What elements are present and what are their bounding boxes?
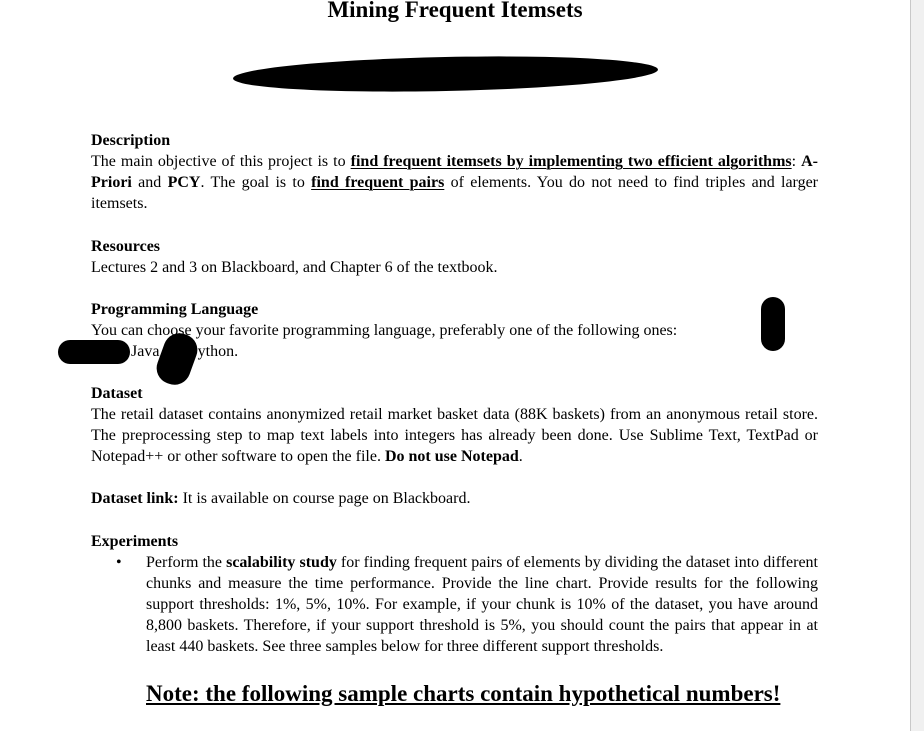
emphasis-run: find frequent pairs bbox=[311, 174, 445, 191]
experiments-list bbox=[91, 552, 818, 657]
text-run: The main objective of this project is to bbox=[91, 153, 351, 170]
resources-text: Lectures 2 and 3 on Blackboard, and Chapter 6 of the textbook. bbox=[91, 259, 498, 276]
programming-line-1: You can choose your favorite programming language, preferably one of the following ones: bbox=[91, 322, 678, 339]
dataset-heading: Dataset bbox=[91, 385, 143, 402]
warning-text: Do not use Notepad bbox=[384, 448, 519, 465]
text-run: Perform the bbox=[146, 554, 227, 571]
viewer-gutter bbox=[911, 0, 924, 731]
dataset-section bbox=[91, 383, 818, 467]
description-text bbox=[91, 151, 818, 214]
experiments-section bbox=[91, 531, 818, 657]
algorithm-name: PCY bbox=[167, 174, 201, 191]
programming-line-2: Java , or Python. bbox=[131, 343, 239, 360]
emphasis-run: find frequent itemsets by implementing two efficient algorithms bbox=[350, 153, 792, 170]
note-heading: Note: the following sample charts contain hypothetical numbers! bbox=[146, 681, 781, 706]
text-run: : bbox=[791, 153, 802, 170]
page-title: Mining Frequent Itemsets bbox=[327, 0, 583, 22]
programming-heading: Programming Language bbox=[91, 301, 259, 318]
redaction-mark bbox=[233, 53, 659, 96]
emphasis-run: scalability study bbox=[226, 554, 337, 571]
text-run: . bbox=[518, 448, 523, 465]
dataset-text bbox=[91, 404, 818, 467]
dataset-link-text: It is available on course page on Blackboard. bbox=[178, 490, 471, 507]
description-section bbox=[91, 130, 818, 214]
dataset-link-section bbox=[91, 488, 818, 509]
algorithm-name: A-Priori bbox=[91, 153, 818, 191]
description-heading: Description bbox=[91, 132, 171, 149]
list-item bbox=[116, 552, 818, 657]
text-run: of elements. You do not need to find triples and larger itemsets. bbox=[91, 174, 819, 212]
resources-heading: Resources bbox=[91, 238, 161, 255]
programming-section bbox=[91, 299, 818, 362]
resources-section bbox=[91, 236, 818, 278]
page-edge bbox=[910, 0, 911, 731]
text-run: for finding frequent pairs of elements by dividing the dataset into different chunks and measure the time performance. Provide the line chart. Provide results for the following support thresholds: 1%, 5%, 10%. For example, if your chunk is 10% of the dataset, you have around 8,800 baskets. Therefore, if your support threshold is 5%, you should count the pairs that appear in at least 440 baskets. See three samples below for three different support thresholds. bbox=[146, 554, 818, 655]
text-run: . The goal is to bbox=[200, 174, 312, 191]
experiments-heading: Experiments bbox=[91, 533, 179, 550]
bullet-icon: • bbox=[116, 554, 122, 571]
text-run: and bbox=[131, 174, 168, 191]
text-run: The retail dataset contains anonymized retail market basket data (88K baskets) from an anonymous retail store. The preprocessing step to map text labels into integers has already been done. Use Sublime Text, TextPad or Notepad++ or other software to open the file. bbox=[91, 406, 818, 465]
dataset-link-label: Dataset link: bbox=[91, 490, 179, 507]
